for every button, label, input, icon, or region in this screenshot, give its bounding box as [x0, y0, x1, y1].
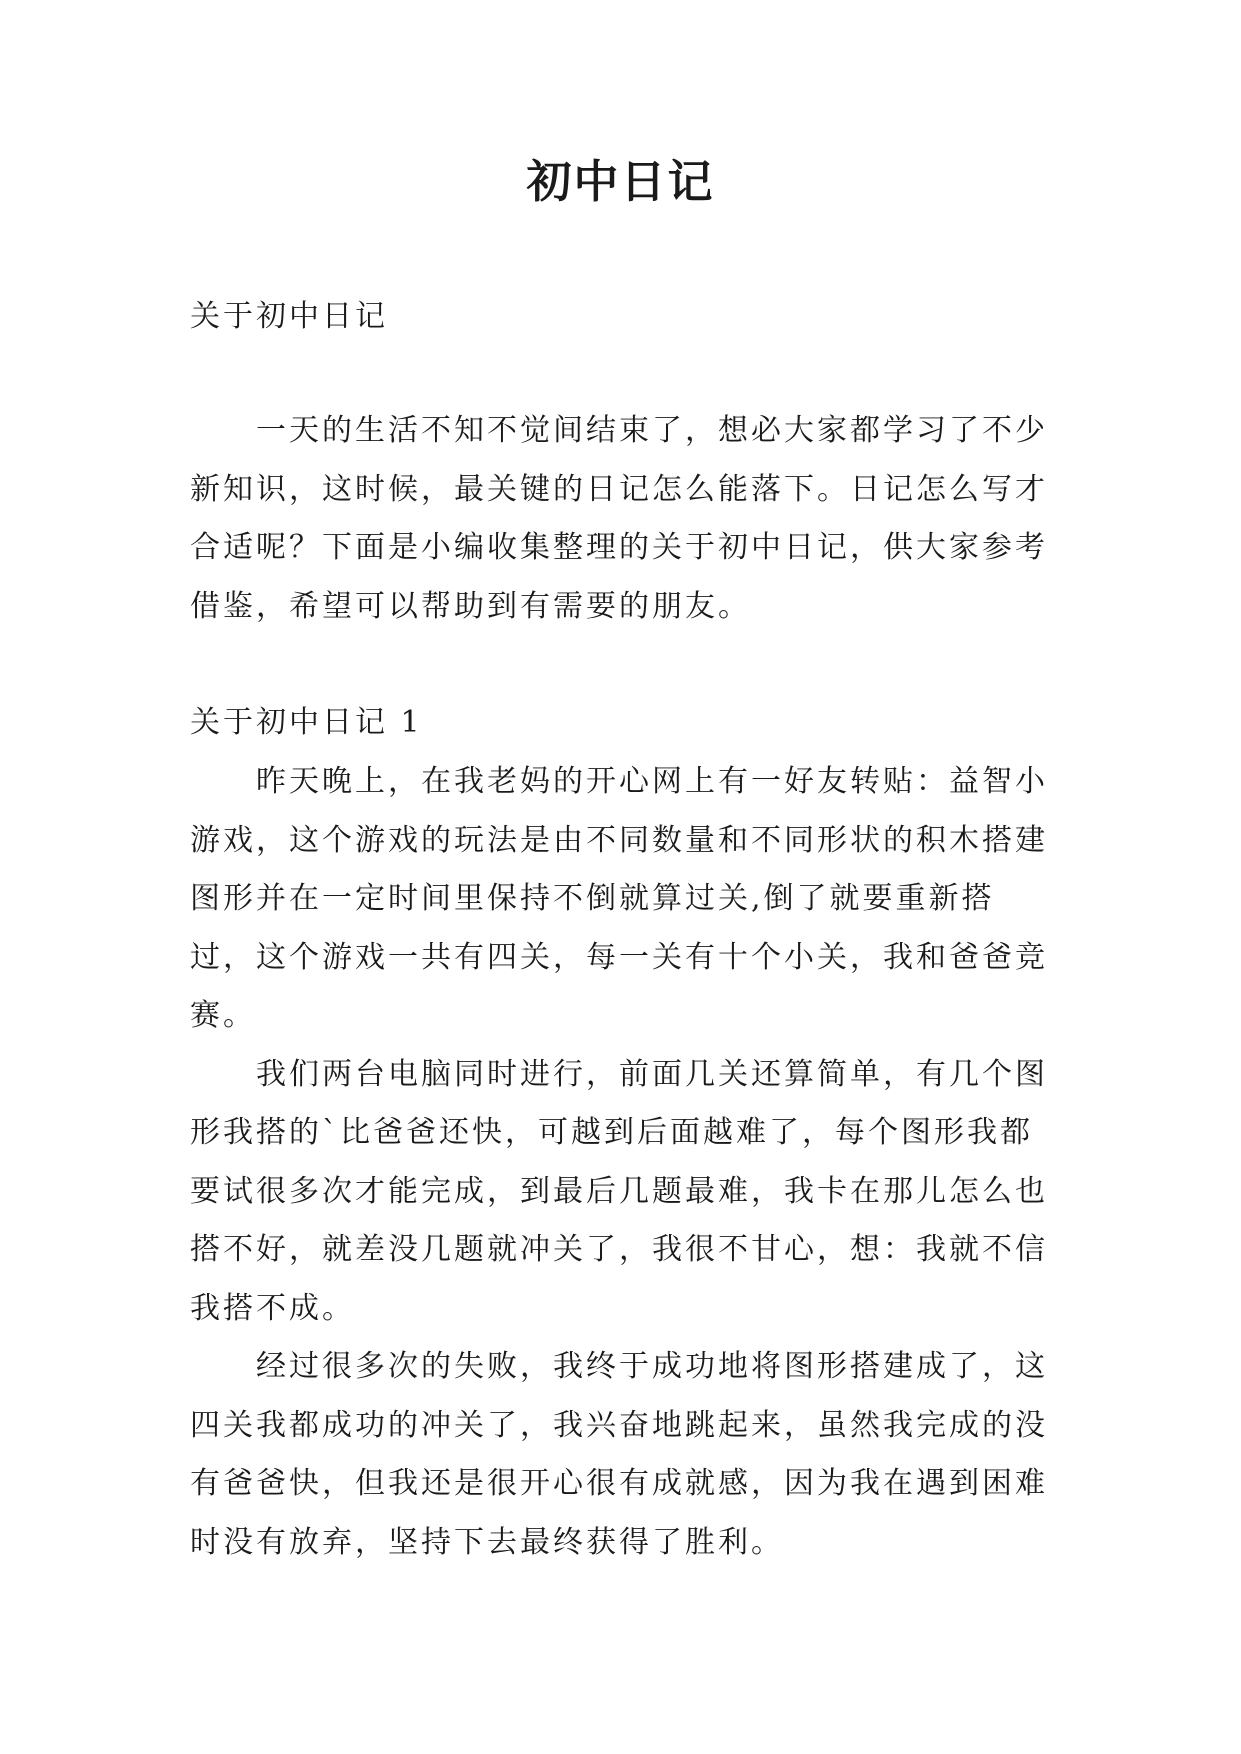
- section-heading: 关于初中日记 1: [190, 705, 423, 740]
- section-paragraph: 经过很多次的失败，我终于成功地将图形搭建成了，这四关我都成功的冲关了，我兴奋地跳起来，虽然我完成的没有爸爸快，但我还是很开心很有成就感，因为我在遇到困难时没有放弃，坚持下去最终获得了胜利。: [190, 1349, 1048, 1560]
- document-title: 初中日记: [526, 155, 715, 208]
- intro-heading: 关于初中日记: [190, 299, 388, 334]
- intro-block: [190, 402, 1060, 636]
- section-paragraph: 昨天晚上，在我老妈的开心网上有一好友转贴：益智小游戏，这个游戏的玩法是由不同数量和不同形状的积木搭建图形并在一定时间里保持不倒就算过关,倒了就要重新搭过，这个游戏一共有四关，每一关有十个小关，我和爸爸竞赛。: [190, 764, 1048, 1033]
- intro-paragraph: 一天的生活不知不觉间结束了，想必大家都学习了不少新知识，这时候，最关键的日记怎么能落下。日记怎么写才合适呢？下面是小编收集整理的关于初中日记，供大家参考借鉴，希望可以帮助到有需要的朋友。: [190, 413, 1048, 624]
- section-body: [190, 753, 1060, 1572]
- section-paragraph: 我们两台电脑同时进行，前面几关还算简单，有几个图形我搭的`比爸爸还快，可越到后面越难了，每个图形我都要试很多次才能完成，到最后几题最难，我卡在那儿怎么也搭不好，就差没几题就冲关了，我很不甘心，想：我就不信我搭不成。: [190, 1056, 1048, 1326]
